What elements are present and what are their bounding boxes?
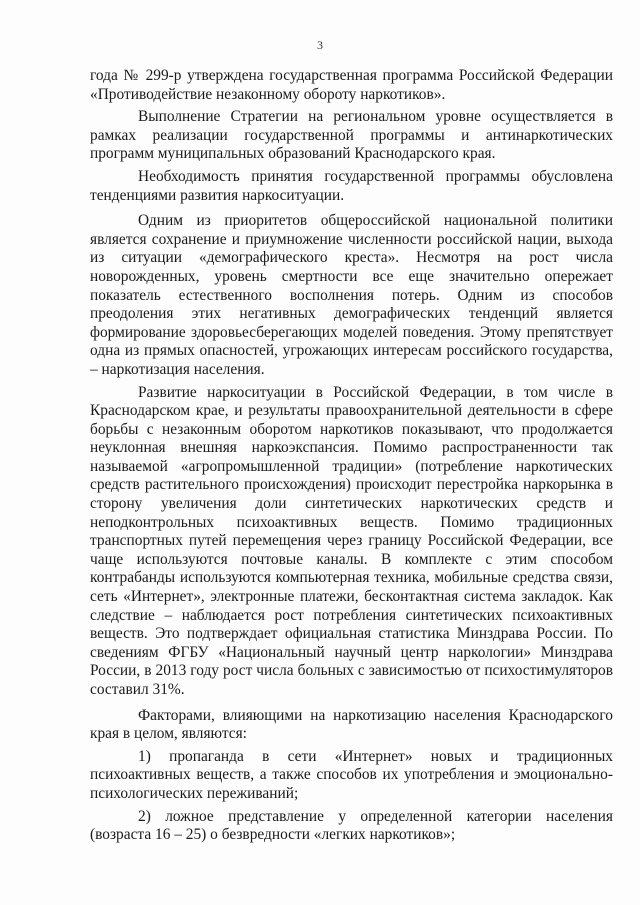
document-body: [90, 67, 613, 845]
paragraph-program-decree: года № 299-р утверждена государственная программа Российской Федерации «Противодействие незаконному обороту наркотиков».: [90, 67, 613, 103]
paragraph-national-priorities: Одним из приоритетов общероссийской национальной политики является сохранение и приумножение численности российской нации, выхода из ситуации «демографического креста». Несмотря на рост числа новорожденных, уровень смертности все еще значительно опережает показатель естественного восполнения потерь. Одним из способов преодоления этих негативных демографических тенденций является формирование здоровьесберегающих моделей поведения. Этому препятствует одна из прямых опасностей, угрожающих интересам российского государства, – наркотизация населения.: [90, 212, 613, 378]
paragraph-drug-situation: Развитие наркоситуации в Российской Федерации, в том числе в Краснодарском крае, и результаты правоохранительной деятельности в сфере борьбы с незаконным оборотом наркотиков показывают, что продолжается неуклонная внешняя наркоэкспансия. Помимо распространенности так называемой «агропромышленной традиции» (потребление наркотических средств растительного происхождения) происходит перестройка наркорынка в сторону увеличения доли синтетических наркотических средств и неподконтрольных психоактивных веществ. Помимо традиционных транспортных путей перемещения через границу Российской Федерации, все чаще используются почтовые каналы. В комплекте с этим способом контрабанды используются компьютерная техника, мобильные средства связи, сеть «Интернет», электронные платежи, бесконтактная система закладок. Как следствие – наблюдается рост потребления синтетических психоактивных веществ. Это подтверждает официальная статистика Минздрава России. По сведениям ФГБУ «Национальный научный центр наркологии» Минздрава России, в 2013 году рост числа больных с зависимостью от психостимуляторов составил 31%.: [90, 383, 613, 698]
paragraph-program-necessity: Необходимость принятия государственной программы обусловлена тенденциями развития наркоситуации.: [90, 167, 613, 204]
list-item-factor-1: 1) пропаганда в сети «Интернет» новых и традиционных психоактивных веществ, а также способов их употребления и эмоционально-психологических переживаний;: [90, 747, 613, 802]
page-number: 3: [317, 38, 323, 52]
paragraph-factors-intro: Факторами, влияющими на наркотизацию населения Краснодарского края в целом, являются:: [90, 706, 613, 743]
list-item-factor-2: 2) ложное представление у определенной категории населения (возраста 16 – 25) о безвредности «легких наркотиков»;: [90, 807, 613, 844]
paragraph-strategy-implementation: Выполнение Стратегии на региональном уровне осуществляется в рамках реализации государственной программы и антинаркотических программ муниципальных образований Краснодарского края.: [90, 108, 613, 163]
